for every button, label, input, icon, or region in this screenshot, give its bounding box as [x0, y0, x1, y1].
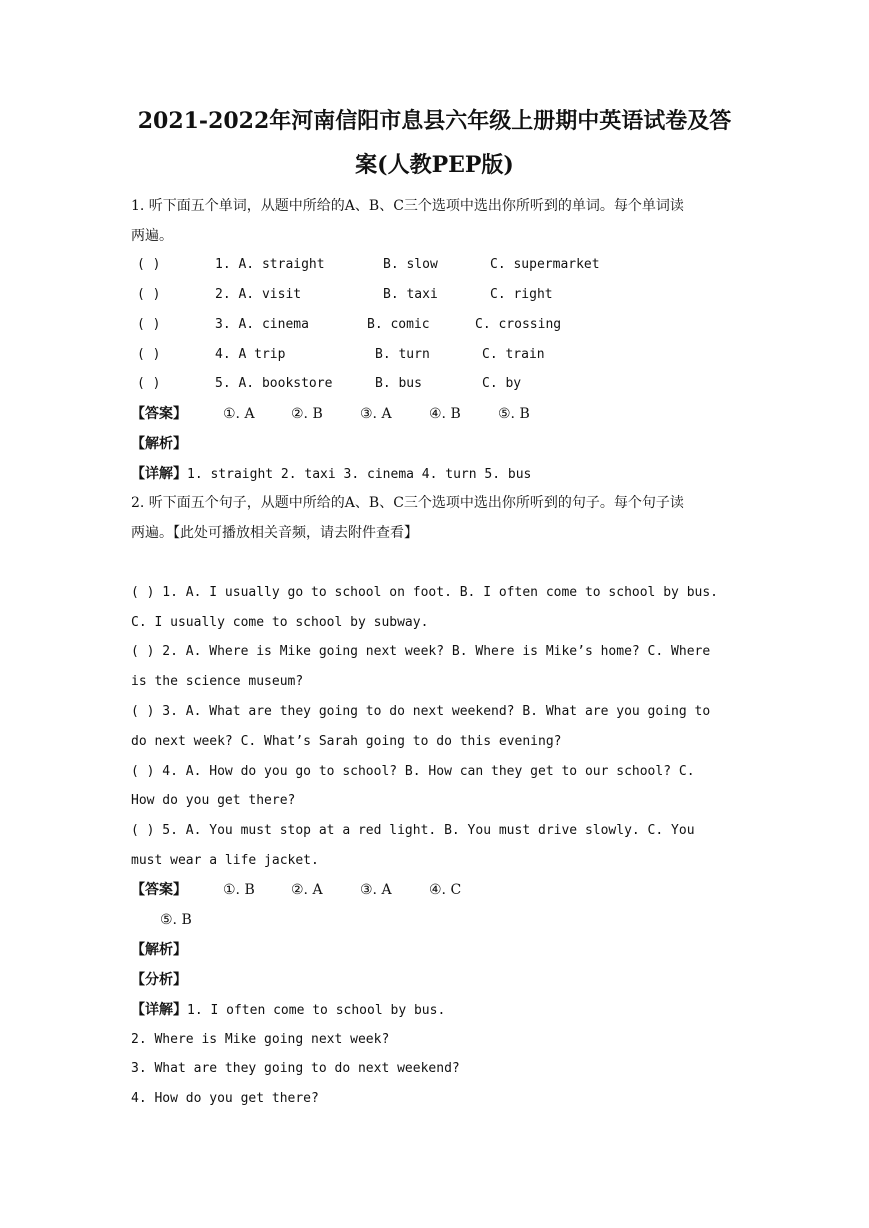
option-c: C. right [490, 287, 553, 302]
answer-5: ⑤. B [498, 406, 530, 422]
q2-item-4-line1: ( ) 4. A. How do you go to school? B. How can they get to our school? C. [131, 764, 695, 779]
option-c: C. train [482, 347, 545, 362]
document-title-line1: 2021-2022年河南信阳市息县六年级上册期中英语试卷及答 [137, 108, 732, 134]
answer-3: ③. A [360, 406, 392, 422]
answer-1: ①. B [223, 882, 255, 898]
q2-detail-row-1 [131, 1000, 739, 1021]
q2-item-2-line1: ( ) 2. A. Where is Mike going next week? B. Where is Mike’s home? C. Where [131, 644, 711, 659]
option-c: C. supermarket [490, 257, 600, 272]
q2-item-2-line2: is the science museum? [131, 674, 304, 689]
q2-stem-line2: 两遍。【此处可播放相关音频，请去附件查看】 [131, 525, 418, 541]
option-a: 4. A trip [215, 347, 286, 362]
option-c: C. by [482, 376, 522, 391]
answer-2: ②. B [291, 406, 323, 422]
option-a: 1. A. straight [215, 257, 325, 272]
q2-stem-line1: 2. 听下面五个句子，从题中所给的A、B、C三个选项中选出你所听到的句子。每个句子读 [131, 495, 684, 511]
q2-item-1-line1: ( ) 1. A. I usually go to school on foot. B. I often come to school by bus. [131, 585, 718, 600]
q1-stem-line1: 1. 听下面五个单词，从题中所给的A、B、C三个选项中选出你所听到的单词。每个单词读 [131, 198, 684, 214]
answer-blank: ( ) [137, 317, 161, 332]
option-b: B. comic [367, 317, 430, 332]
option-b: B. turn [375, 347, 430, 362]
q2-detail-row-2: 2. Where is Mike going next week? [131, 1032, 390, 1047]
document-title-line2: 案(人教PEP版) [355, 152, 514, 178]
option-a: 2. A. visit [215, 287, 302, 302]
q2-item-4-line2: How do you get there? [131, 793, 296, 808]
q2-fenxi-label: 【分析】 [131, 972, 187, 988]
answer-4: ④. B [429, 406, 461, 422]
detail-label: 【详解】 [131, 466, 187, 482]
option-c: C. crossing [475, 317, 562, 332]
q2-item-5-line2: must wear a life jacket. [131, 853, 319, 868]
detail-line: 1. I often come to school by bus. [187, 1003, 446, 1018]
q2-analysis-label: 【解析】 [131, 942, 187, 958]
q1-analysis-label: 【解析】 [131, 436, 187, 452]
option-a: 5. A. bookstore [215, 376, 333, 391]
answer-blank: ( ) [137, 376, 161, 391]
q2-item-5-line1: ( ) 5. A. You must stop at a red light. B. You must drive slowly. C. You [131, 823, 695, 838]
option-a: 3. A. cinema [215, 317, 309, 332]
q2-item-3-line2: do next week? C. What’s Sarah going to do this evening? [131, 734, 562, 749]
option-b: B. taxi [383, 287, 438, 302]
q2-item-3-line1: ( ) 3. A. What are they going to do next weekend? B. What are you going to [131, 704, 711, 719]
q2-detail-row-3: 3. What are they going to do next weekend? [131, 1061, 460, 1076]
q1-detail-row [131, 464, 739, 485]
detail-label: 【详解】 [131, 1002, 187, 1018]
answer-blank: ( ) [137, 347, 161, 362]
answer-4: ④. C [429, 882, 462, 898]
detail-text: 1. straight 2. taxi 3. cinema 4. turn 5. bus [187, 467, 532, 482]
answer-2: ②. A [291, 882, 323, 898]
answer-5: ⑤. B [160, 912, 192, 928]
q2-item-1-line2: C. I usually come to school by subway. [131, 615, 429, 630]
option-b: B. bus [375, 376, 422, 391]
answer-1: ①. A [223, 406, 255, 422]
answer-label: 【答案】 [131, 406, 187, 422]
option-b: B. slow [383, 257, 438, 272]
answer-blank: ( ) [137, 287, 161, 302]
q1-stem-line2: 两遍。 [131, 228, 173, 244]
answer-blank: ( ) [137, 257, 161, 272]
answer-label: 【答案】 [131, 882, 187, 898]
q2-detail-row-4: 4. How do you get there? [131, 1091, 319, 1106]
answer-3: ③. A [360, 882, 392, 898]
